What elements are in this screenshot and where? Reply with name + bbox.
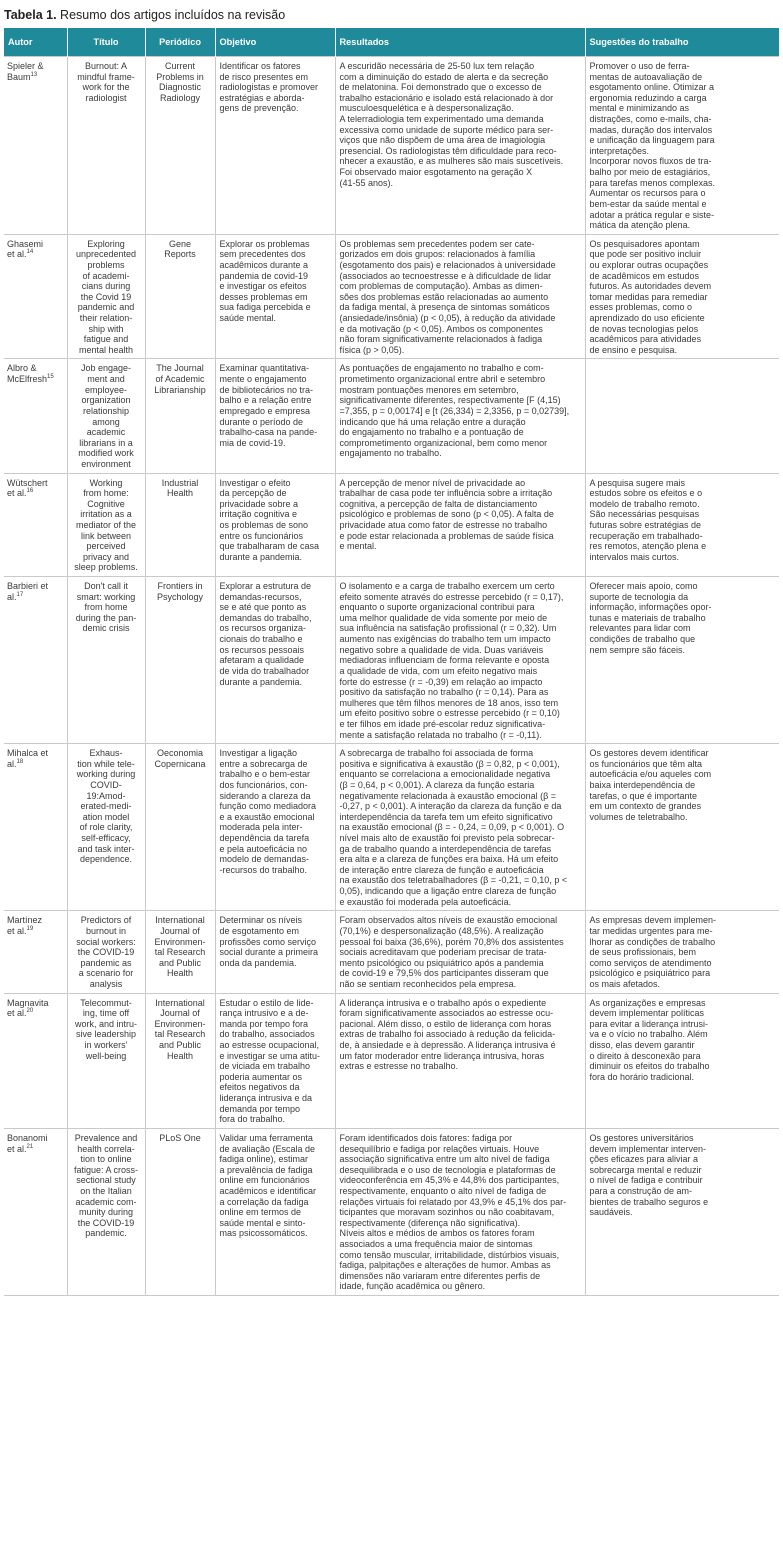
reference-number: 17 — [16, 591, 24, 598]
suggestions-cell: As organizações e empresas devem implementar políticas para evitar a liderança intrusi- va e o vício no trabalho. Além disso, elas devem garantir o direito à desconexão para diminuir os efeitos do trabalho fora do horário tradicional. — [585, 993, 779, 1128]
author-name: Bonanomi et al. — [7, 1132, 48, 1154]
author-cell — [4, 993, 67, 1128]
results-cell: As pontuações de engajamento no trabalho e com- prometimento organizacional entre abril e setembro mostram pontuações menores em setembro, significativamente diferentes, respectivamente [F (4,15) =7,355, p = 0,00174] e [t (26,334) = 2,3356, p = 0,02739], indicando que há uma relação entre a duração do engajamento no trabalho e a pontuação de comprometimento organizacional, bem como menor engajamento no trabalho. — [335, 359, 585, 473]
author-name: Spieler & Baum — [7, 61, 44, 82]
results-cell: O isolamento e a carga de trabalho exercem um certo efeito somente através do estresse percebido (r = 0,17), enquanto o suporte organizacional contribui para uma melhor qualidade de vida somente por meio de sua influência na satisfação profissional (r = 0,32). Um aumento nas exigências do trabalho tem um impacto negativo sobre a qualidade de vida. Duas variáveis mediadoras influenciam de forma relevante e oposta a qualidade de vida, com um efeito negativo mais forte do estresse (r = -0,39) em relação ao impacto positivo da satisfação no trabalho (r = 0,14). Para as mulheres que têm filhos menores de 18 anos, isso tem um efeito positivo sobre o estresse percebido (r = 0,10) e ter filhos em idade pré-escolar reduz significativa- mente a satisfação relatada no trabalho (r = -0,11). — [335, 577, 585, 744]
author-cell — [4, 57, 67, 235]
author-cell — [4, 473, 67, 576]
author-name: Barbieri et al. — [7, 581, 49, 602]
results-cell: Foram identificados dois fatores: fadiga por desequilíbrio e fadiga por relações virtuais. Houve associação significativa entre um alto nível de fadiga desequilibrada e o uso de tecnologia e plataformas de videoconferência em 45,3% e 44,8% dos participantes, respectivamente, enquanto o alto nível de fadiga de relações virtuais foi relatado por 43,9% e 45,1% dos par- ticipantes que moravam sozinhos ou não coabitavam, respectivamente (diferença não significativa). Níveis altos e médios de ambos os fatores foram associados a uma frequência maior de sintomas como tensão muscular, irritabilidade, distúrbios visuais, fadiga, palpitações e alterações de humor. Ambas as dimensões não variaram entre diferentes perfis de idade, função acadêmica ou gênero. — [335, 1128, 585, 1295]
reference-number: 19 — [26, 925, 34, 932]
col-header-author: Autor — [4, 28, 67, 57]
title-cell: Exploring unprecedented problems of academi- cians during the Covid 19 pandemic and their relation- ship with fatigue and mental health — [67, 234, 145, 359]
results-cell: A sobrecarga de trabalho foi associada de forma positiva e significativa à exaustão (β = 0,82, p < 0,001), enquanto se correlaciona a emocionalidade negativa (β = 0,64, p < 0,001). A clareza da função estaria negativamente relacionada à exaustão emocional (β = -0,27, p < 0,001). A interação da clareza da função e da interdependência da tarefa tem um efeito significativo na exaustão emocional (β = - 0,24, = 0,09, p < 0,001). O nível mais alto de exaustão foi previsto pela sobrecar- ga de trabalho quando a interdependência de tarefas era alta e a clareza de funções era baixa. Há um efeito de interação entre clareza de função e autoeficácia na exaustão dos teletrabalhadores (β = -0,21, = 0,10, p < 0,05), indicando que a ligação entre clareza de função e exaustão foi moderada pela autoeficácia. — [335, 744, 585, 911]
suggestions-cell — [585, 359, 779, 473]
caption-text: Resumo dos artigos incluídos na revisão — [56, 8, 286, 22]
author-name: Wütschert et al. — [7, 477, 48, 499]
header-row — [4, 28, 779, 57]
objective-cell: Determinar os níveis de esgotamento em profissões como serviço social durante a primeira onda da pandemia. — [215, 911, 335, 993]
journal-cell: Gene Reports — [145, 234, 215, 359]
reference-number: 14 — [26, 249, 34, 256]
objective-cell: Investigar a ligação entre a sobrecarga de trabalho e o bem-estar dos funcionários, con- siderando a clareza da função como mediadora e a exaustão emocional moderada pela inter- dependência da tarefa e pela autoeficácia no modelo de demandas- -recursos do trabalho. — [215, 744, 335, 911]
journal-cell: Industrial Health — [145, 473, 215, 576]
journal-cell: PLoS One — [145, 1128, 215, 1295]
suggestions-cell: A pesquisa sugere mais estudos sobre os efeitos e o modelo de trabalho remoto. São necessárias pesquisas futuras sobre estratégias de recuperação em trabalhado- res remotos, atenção plena e intervalos mais curtos. — [585, 473, 779, 576]
journal-cell: Oeconomia Copernicana — [145, 744, 215, 911]
author-cell — [4, 359, 67, 473]
table-caption — [4, 0, 779, 28]
objective-cell: Validar uma ferramenta de avaliação (Escala de fadiga online), estimar a prevalência de fadiga online em funcionários acadêmicos e identificar a correlação da fadiga online em termos de saúde mental e sinto- mas psicossomáticos. — [215, 1128, 335, 1295]
review-table — [4, 28, 779, 1296]
title-cell: Job engage- ment and employee- organization relationship among academic librarians in a modified work environment — [67, 359, 145, 473]
author-cell — [4, 911, 67, 993]
table-row — [4, 911, 779, 993]
title-cell: Burnout: A mindful frame- work for the radiologist — [67, 57, 145, 235]
journal-cell: International Journal of Environmen- tal Research and Public Health — [145, 911, 215, 993]
suggestions-cell: Os gestores devem identificar os funcionários que têm alta autoeficácia e/ou aqueles com baixa interdependência de tarefas, o que é importante em um contexto de grandes volumes de teletrabalho. — [585, 744, 779, 911]
author-cell — [4, 234, 67, 359]
title-cell: Prevalence and health correla- tion to online fatigue: A cross- sectional study on the Italian academic com- munity during the COVID-19 pandemic. — [67, 1128, 145, 1295]
objective-cell: Investigar o efeito da percepção de privacidade sobre a irritação cognitiva e os problemas de sono entre os funcionários que trabalharam de casa durante a pandemia. — [215, 473, 335, 576]
author-name: Albro & McElfresh — [7, 363, 48, 385]
col-header-results: Resultados — [335, 28, 585, 57]
results-cell: Os problemas sem precedentes podem ser cate- gorizados em dois grupos: relacionados à família (esgotamento dos pais) e relacionados à universidade (associados ao tecnoestresse e à dificuldade de lidar com problemas de computação). Ambas as dimen- sões dos problemas estão relacionadas ao aumento da fadiga mental, à presença de sintomas somáticos (ansiedade/insônia) (p < 0,05), à redução da atividade e da motivação (p < 0,05). Ambos os componentes não foram significativamente relacionados à fadiga física (p > 0,05). — [335, 234, 585, 359]
results-cell: A percepção de menor nível de privacidade ao trabalhar de casa pode ter influência sobre a irritação cognitiva, a percepção de falta de distanciamento psicológico e problemas de sono (p < 0,05). A falta de privacidade atua como fator de estresse no trabalho e pode estar relacionada a problemas de saúde física e mental. — [335, 473, 585, 576]
table-row — [4, 359, 779, 473]
table-row — [4, 234, 779, 359]
objective-cell: Explorar a estrutura de demandas-recursos, se e até que ponto as demandas do trabalho, os recursos organiza- cionais do trabalho e os recursos pessoais afetaram a qualidade de vida do trabalhador durante a pandemia. — [215, 577, 335, 744]
suggestions-cell: As empresas devem implemen- tar medidas urgentes para me- lhorar as condições de trabalho de seus profissionais, bem como serviços de atendimento psicológico e psiquiátrico para os mais afetados. — [585, 911, 779, 993]
author-name: Magnavita et al. — [7, 997, 49, 1019]
col-header-objective: Objetivo — [215, 28, 335, 57]
author-cell — [4, 744, 67, 911]
table-row — [4, 57, 779, 235]
table-row — [4, 744, 779, 911]
objective-cell: Examinar quantitativa- mente o engajamento de bibliotecários no tra- balho e a relação entre empregado e empresa durante o período de trabalho-casa na pande- mia de covid-19. — [215, 359, 335, 473]
suggestions-cell: Os gestores universitários devem implementar interven- ções eficazes para aliviar a sobrecarga mental e reduzir o nível de fadiga e contribuir para a construção de am- bientes de trabalho seguros e saudáveis. — [585, 1128, 779, 1295]
suggestions-cell: Oferecer mais apoio, como suporte de tecnologia da informação, informações opor- tunas e materiais de trabalho relevantes para lidar com condições de trabalho que nem sempre são fáceis. — [585, 577, 779, 744]
reference-number: 16 — [26, 488, 34, 495]
journal-cell: International Journal of Environmen- tal Research and Public Health — [145, 993, 215, 1128]
reference-number: 15 — [47, 374, 54, 381]
table-row — [4, 1128, 779, 1295]
results-cell: A liderança intrusiva e o trabalho após o expediente foram significativamente associados ao estresse ocu- pacional. Além disso, o estilo de liderança com horas extras de trabalho foi associado à redução da felicida- de, à ansiedade e à depressão. A liderança intrusiva é um fator moderador entre liderança intrusiva, horas extras e estresse no trabalho. — [335, 993, 585, 1128]
objective-cell: Estudar o estilo de lide- rança intrusivo e a de- manda por tempo fora do trabalho, associados ao estresse ocupacional, e investigar se uma atitu- de viciada em trabalho poderia aumentar os efeitos negativos da liderança intrusiva e da demanda por tempo fora do trabalho. — [215, 993, 335, 1128]
title-cell: Don't call it smart: working from home during the pan- demic crisis — [67, 577, 145, 744]
author-name: Mihalca et al. — [7, 748, 49, 769]
reference-number: 21 — [26, 1143, 34, 1150]
journal-cell: Frontiers in Psychology — [145, 577, 215, 744]
suggestions-cell: Os pesquisadores apontam que pode ser positivo incluir ou explorar outras ocupações de acadêmicos em estudos futuros. As autoridades devem tomar medidas para remediar esses problemas, como o aprendizado do uso eficiente de novas tecnologias pelos acadêmicos para atividades de ensino e pesquisa. — [585, 234, 779, 359]
author-cell — [4, 1128, 67, 1295]
reference-number: 13 — [30, 71, 38, 78]
author-name: Ghasemi et al. — [7, 238, 44, 260]
col-header-suggestions: Sugestões do trabalho — [585, 28, 779, 57]
title-cell: Exhaus- tion while tele- working during COVID-19:Amod- erated-medi- ation model of role clarity, self-efficacy, and task inter- dependence. — [67, 744, 145, 911]
col-header-title: Título — [67, 28, 145, 57]
reference-number: 18 — [16, 758, 24, 765]
journal-cell: Current Problems in Diagnostic Radiology — [145, 57, 215, 235]
journal-cell: The Journal of Academic Librarianship — [145, 359, 215, 473]
title-cell: Predictors of burnout in social workers: the COVID-19 pandemic as a scenario for analysis — [67, 911, 145, 993]
page — [4, 0, 779, 1296]
author-cell — [4, 577, 67, 744]
reference-number: 20 — [26, 1008, 34, 1015]
title-cell: Telecommut- ing, time off work, and intru- sive leadership in workers' well-being — [67, 993, 145, 1128]
author-name: Martínez et al. — [7, 915, 43, 936]
table-row — [4, 993, 779, 1128]
results-cell: Foram observados altos níveis de exaustão emocional (70,1%) e despersonalização (48,5%). A realização pessoal foi baixa (36,6%), porém 70,8% dos assistentes sociais acreditavam que poderiam precisar de trata- mento psicológico ou psiquiátrico após a pandemia de covid-19 e 79,5% dos participantes disseram que não se sentiam reconhecidos pela empresa. — [335, 911, 585, 993]
results-cell: A escuridão necessária de 25-50 lux tem relação com a diminuição do estado de alerta e da secreção de melatonina. Foi demonstrado que o excesso de trabalho estacionário e isolado está relacionado à dor musculoesquelética e à despersonalização. A telerradiologia tem experimentado uma demanda excessiva como unidade de suporte médico para ser- viços que não dispõem de uma área de imagiologia presencial. Os radiologistas têm dificuldade para reco- nhecer a exaustão, e as mulheres são mais suscetíveis. Foi observado maior esgotamento na geração X (41-55 anos). — [335, 57, 585, 235]
objective-cell: Explorar os problemas sem precedentes dos acadêmicos durante a pandemia de covid-19 e investigar os efeitos desses problemas em sua fadiga percebida e saúde mental. — [215, 234, 335, 359]
col-header-journal: Periódico — [145, 28, 215, 57]
objective-cell: Identificar os fatores de risco presentes em radiologistas e promover estratégias e aborda- gens de prevenção. — [215, 57, 335, 235]
suggestions-cell: Promover o uso de ferra- mentas de autoavaliação de esgotamento online. Otimizar a ergonomia reduzindo a carga mental e minimizando as distrações, como e-mails, cha- madas, duração dos intervalos e unificação da linguagem para interpretações. Incorporar novos fluxos de tra- balho por meio de estagiários, para tarefas menos complexas. Aumentar os recursos para o bem-estar da saúde mental e adotar a prática regular e siste- mática da atenção plena. — [585, 57, 779, 235]
title-cell: Working from home: Cognitive irritation as a mediator of the link between perceived privacy and sleep problems. — [67, 473, 145, 576]
table-row — [4, 577, 779, 744]
table-row — [4, 473, 779, 576]
caption-label: Tabela 1. — [4, 8, 57, 22]
